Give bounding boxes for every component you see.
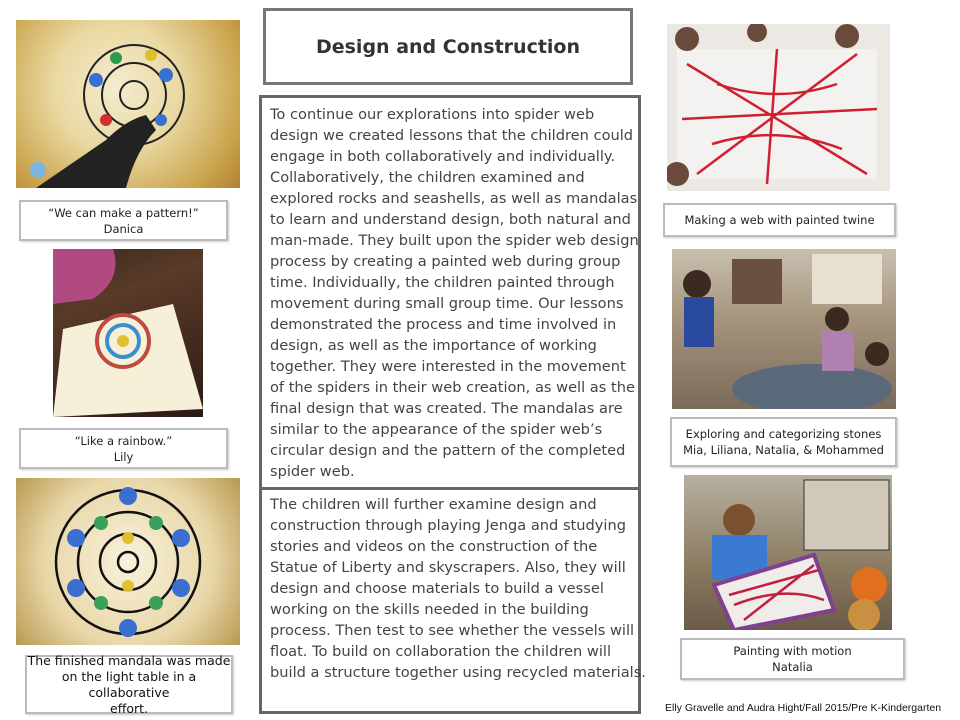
text-line: working on the skills needed in the building <box>270 601 589 618</box>
text-line: Statue of Liberty and skyscrapers. Also, they will <box>270 559 626 576</box>
text-box-explorations <box>259 95 641 490</box>
painted-web-illustration <box>667 24 890 191</box>
text-line: design we created lessons that the children could <box>270 127 634 144</box>
caption-line: Making a web with painted twine <box>684 213 875 227</box>
painting-motion-illustration <box>684 475 892 630</box>
stones-illustration <box>672 249 896 409</box>
text-line: time. Individually, the children painted through <box>270 274 615 291</box>
title-box <box>263 8 633 85</box>
text-line: similar to the appearance of the spider web’s <box>270 421 603 438</box>
text-line: engage in both collaboratively and individually. <box>270 148 616 165</box>
photo-painting-motion <box>684 475 892 630</box>
text-line: To continue our explorations into spider web <box>270 106 595 123</box>
caption-line: Exploring and categorizing stones <box>685 427 882 441</box>
text-line: spider web. <box>270 463 355 480</box>
caption-line: effort. <box>110 700 148 716</box>
caption-line: on the light table in a collaborative <box>61 668 197 700</box>
caption-name: Danica <box>103 221 144 236</box>
text-line: process by creating a painted web during group <box>270 253 621 270</box>
photo-stones <box>672 249 896 409</box>
text-line: movement during small group time. Our lessons <box>270 295 624 312</box>
text-line: explored rocks and seashells, as well as mandalas <box>270 190 638 207</box>
caption-line: Mia, Liliana, Natalia, & Mohammed <box>683 443 884 457</box>
caption-pattern <box>19 200 228 241</box>
text-line: together. They were interested in the movement <box>270 358 626 375</box>
photo-light-table <box>53 249 203 417</box>
caption-quote: “Like a rainbow.” <box>74 433 173 448</box>
text-line: man-made. They built upon the spider web design <box>270 232 639 249</box>
caption-line: The finished mandala was made <box>27 652 231 668</box>
photo-finished-mandala <box>16 478 240 645</box>
caption-line: Painting with motion <box>733 644 852 658</box>
finished-mandala-illustration <box>16 478 240 645</box>
text-line: final design that was created. The mandalas are <box>270 400 623 417</box>
caption-stones <box>670 417 897 467</box>
text-line: demonstrated the process and time involved in <box>270 316 617 333</box>
page-title: Design and Construction <box>315 35 581 58</box>
text-line: design, as well as the importance of working <box>270 337 597 354</box>
caption-line: Natalia <box>772 660 813 674</box>
text-line: float. To build on collaboration the children will <box>270 643 612 660</box>
caption-rainbow <box>19 428 228 469</box>
caption-finished-mandala <box>25 652 233 716</box>
text-line: circular design and the pattern of the completed <box>270 442 626 459</box>
caption-painted-web <box>663 203 896 237</box>
light-table-illustration <box>53 249 203 417</box>
caption-quote: “We can make a pattern!” <box>48 205 199 220</box>
text-line: process. Then test to see whether the vessels will <box>270 622 635 639</box>
text-line: Collaboratively, the children examined and <box>270 169 585 186</box>
caption-name: Lily <box>113 449 134 464</box>
text-line: build a structure together using recycled materials. <box>270 664 646 681</box>
caption-painting-motion <box>680 638 905 680</box>
text-line: design and choose materials to build a vessel <box>270 580 604 597</box>
text-line: The children will further examine design and <box>270 496 597 513</box>
text-line: stories and videos on the construction of the <box>270 538 598 555</box>
text-line: of the spiders in their web creation, as well as the <box>270 379 635 396</box>
photo-painted-web <box>667 24 890 191</box>
text-line: construction through playing Jenga and studying <box>270 517 626 534</box>
text-line: to learn and understand design, both natural and <box>270 211 631 228</box>
footer-credit: Elly Gravelle and Audra Hight/Fall 2015/Pre K-Kindergarten <box>665 702 942 714</box>
photo-pattern-mandala <box>16 20 240 188</box>
text-box-next-steps <box>259 487 646 714</box>
mandala-illustration <box>16 20 240 188</box>
